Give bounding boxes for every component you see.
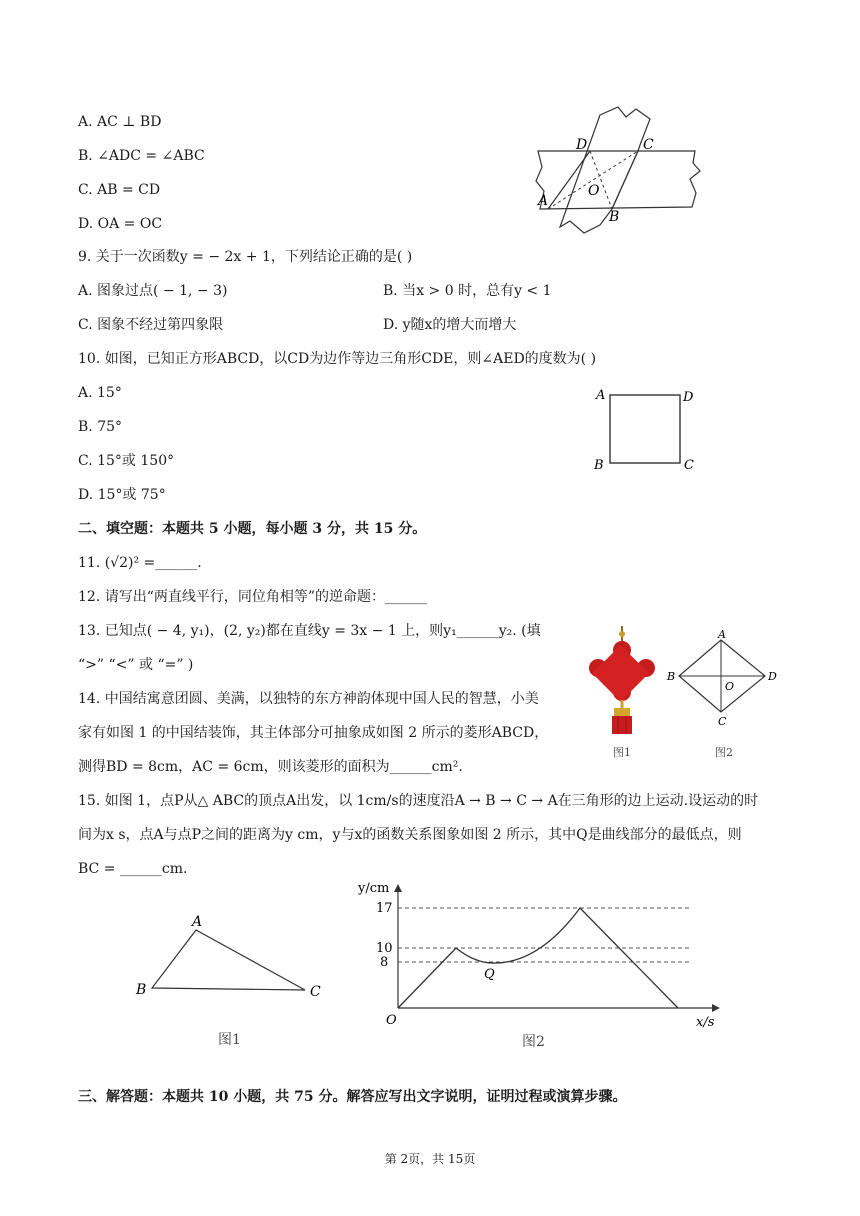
page-footer: 第 2页，共 15页 (384, 1152, 476, 1166)
q9-stem: 9. 关于一次函数y = − 2x + 1，下列结论正确的是( ) (78, 249, 413, 265)
y-axis-label: y/cm (358, 881, 390, 896)
q14-chinese-knot-figure (578, 622, 668, 762)
q8-option-c: C. AB = CD (78, 182, 161, 198)
q10-label-c: C (684, 458, 694, 473)
q14-rhombus-figure (665, 628, 785, 763)
q15-label-b: B (136, 982, 147, 998)
q14-label-d: D (768, 670, 777, 683)
q8-option-d: D. OA = OC (78, 216, 163, 232)
q15-line2: 间为x s，点A与点P之间的距离为y cm，y与x的函数关系图象如图 2 所示，其中Q是曲线部分的最低点，则 (78, 827, 742, 843)
x-axis-label: x/s (696, 1015, 715, 1030)
q15-triangle-figure (130, 910, 330, 1050)
q10-square-figure (590, 385, 700, 475)
q15-fig1-caption: 图1 (218, 1032, 241, 1048)
q15-line3: BC = ______cm. (78, 861, 188, 877)
q15-line1: 15. 如图 1，点P从△ ABC的顶点A出发，以 1cm/s的速度沿A → B → C → A在三角形的边上运动.设运动的时 (78, 793, 759, 809)
q8-figure (530, 105, 710, 235)
q14-label-b: B (667, 670, 676, 683)
section-2-heading: 二、填空题：本题共 5 小题，每小题 3 分，共 15 分。 (78, 521, 427, 537)
q10-label-b: B (594, 458, 604, 473)
q14-label-a: A (718, 628, 726, 641)
q8-option-b: B. ∠ADC = ∠ABC (78, 148, 205, 164)
q10-option-c: C. 15°或 150° (78, 453, 175, 469)
y-tick-10: 10 (376, 941, 393, 956)
q10-option-a: A. 15° (78, 385, 122, 401)
q14-line3: 测得BD = 8cm，AC = 6cm，则该菱形的面积为______cm². (78, 759, 463, 775)
q14-line1: 14. 中国结寓意团圆、美满，以独特的东方神韵体现中国人民的智慧，小美 (78, 691, 539, 707)
q9-option-b: B. 当x > 0 时，总有y < 1 (383, 283, 552, 299)
y-tick-17: 17 (376, 901, 393, 916)
q11: 11. (√2)² =______. (78, 555, 202, 571)
q13-line1: 13. 已知点( − 4, y₁)，(2, y₂)都在直线y = 3x − 1 上，则y₁______y₂. (填 (78, 623, 541, 639)
q8-label-a: A (538, 193, 549, 209)
point-q-label: Q (484, 967, 495, 982)
q15-label-a: A (192, 914, 203, 930)
q10-stem: 10. 如图，已知正方形ABCD，以CD为边作等边三角形CDE，则∠AED的度数为( ) (78, 351, 597, 367)
q14-fig2-caption: 图2 (715, 746, 733, 759)
q10-option-b: B. 75° (78, 419, 123, 435)
function-curve (398, 908, 678, 1008)
q15-label-c: C (310, 984, 321, 1000)
q14-label-c: C (718, 715, 727, 728)
q9-option-c: C. 图象不经过第四象限 (78, 317, 224, 333)
q9-option-a: A. 图象过点( − 1, − 3) (78, 283, 228, 299)
q9-option-d: D. y随x的增大而增大 (383, 317, 517, 333)
section-3-heading: 三、解答题：本题共 10 小题，共 75 分。解答应写出文字说明，证明过程或演算步骤。 (78, 1089, 627, 1105)
q8-label-d: D (576, 137, 588, 153)
q8-label-o: O (588, 183, 600, 199)
q15-fig2-caption: 图2 (522, 1034, 545, 1050)
origin-label: O (386, 1013, 397, 1028)
q15-function-graph (350, 876, 730, 1056)
q8-option-a: A. AC ⊥ BD (78, 114, 162, 130)
q13-line2: “>” “<” 或 “=” ) (78, 657, 194, 673)
q10-option-d: D. 15°或 75° (78, 487, 166, 503)
q8-label-c: C (643, 137, 654, 153)
q10-label-d: D (683, 390, 694, 405)
q14-line2: 家有如图 1 的中国结装饰，其主体部分可抽象成如图 2 所示的菱形ABCD， (78, 725, 549, 741)
q14-fig1-caption: 图1 (613, 746, 631, 759)
q12: 12. 请写出“两直线平行，同位角相等”的逆命题：______ (78, 589, 428, 605)
q10-label-a: A (596, 388, 606, 403)
q14-label-o: O (725, 680, 735, 693)
q8-label-b: B (609, 209, 620, 225)
y-tick-8: 8 (380, 955, 389, 970)
